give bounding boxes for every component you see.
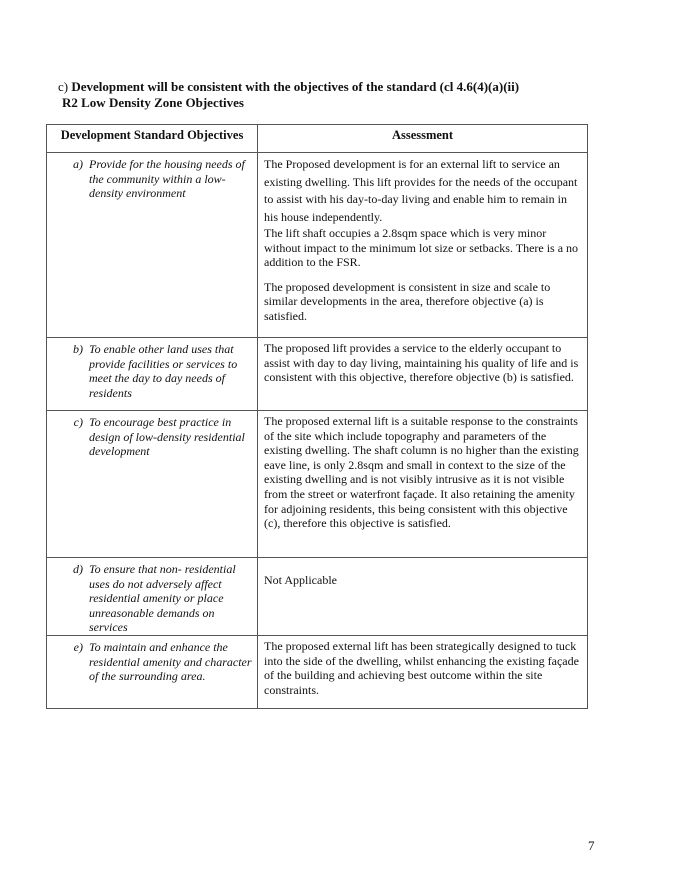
table-row bbox=[47, 635, 588, 708]
assessment-paragraph: The proposed lift provides a service to the elderly occupant to assist with day to day living, maintaining his quality of life and is consistent with this objective, therefore objective (b) is satisfied. bbox=[264, 341, 579, 385]
objective-text: To enable other land uses that provide facilities or services to meet the day to day needs of residents bbox=[89, 342, 238, 400]
objective-cell bbox=[47, 338, 258, 411]
assessment-paragraph: The proposed external lift has been strategically designed to tuck into the side of the dwelling, whilst enhancing the existing façade of the building and achieving best outcome within the site constraints. bbox=[264, 638, 579, 697]
objective-cell bbox=[47, 411, 258, 558]
header-objectives: Development Standard Objectives bbox=[47, 125, 258, 153]
objective-letter: a) bbox=[73, 157, 83, 171]
objective-letter: b) bbox=[73, 342, 83, 356]
header-assessment: Assessment bbox=[258, 125, 588, 153]
assessment-paragraph: Not Applicable bbox=[264, 573, 337, 587]
objective-cell bbox=[47, 153, 258, 338]
objective-text: To maintain and enhance the residential amenity and character of the surrounding area. bbox=[89, 639, 252, 684]
objective-text: To encourage best practice in design of low-density residential development bbox=[89, 415, 245, 459]
table-row bbox=[47, 411, 588, 558]
assessment-cell bbox=[258, 411, 588, 558]
section-heading-prefix: c) bbox=[58, 79, 72, 94]
table-row bbox=[47, 153, 588, 338]
table-row bbox=[47, 338, 588, 411]
assessment-cell bbox=[258, 635, 588, 708]
table-header-row bbox=[47, 125, 588, 153]
assessment-cell bbox=[258, 338, 588, 411]
assessment-paragraph: The Proposed development is for an external lift to service an existing dwelling. This lift provides for the needs of the occupant to assist with his day-to-day living and enable him to remain in his house independently. bbox=[264, 157, 578, 224]
assessment-paragraph: The proposed development is consistent in size and scale to similar developments in the area, therefore objective (a) is satisfied. bbox=[264, 279, 551, 323]
objective-text: To ensure that non- residential uses do not adversely affect residential amenity or place unreasonable demands on services bbox=[89, 562, 236, 635]
zone-objectives-subheading: R2 Low Density Zone Objectives bbox=[62, 95, 244, 110]
objectives-table bbox=[46, 124, 588, 709]
table-row bbox=[47, 558, 588, 636]
assessment-paragraph: The lift shaft occupies a 2.8sqm space which is very minor without impact to the minimum lot size or setbacks. There is a no addition to the FSR. bbox=[264, 226, 579, 270]
assessment-paragraph: The proposed external lift is a suitable response to the constraints of the site which include topography and parameters of the existing dwelling. The shaft column is no higher than the existing eave line, is only 2.8sqm and small in context to the size of the existing dwelling and is not visibly intrusive as it is not visible from the street or waterfront façade. It also retaining the amenity for adjoining residents, this being consistent with this objective (c), therefore this objective is satisfied. bbox=[264, 414, 579, 531]
page-number: 7 bbox=[588, 838, 595, 853]
section-heading bbox=[58, 79, 618, 94]
objective-letter: c) bbox=[73, 415, 83, 429]
assessment-cell bbox=[258, 558, 588, 636]
section-heading-text: Development will be consistent with the objectives of the standard (cl 4.6(4)(a)(ii) bbox=[71, 79, 520, 94]
objective-letter: e) bbox=[73, 639, 83, 654]
objective-text: Provide for the housing needs of the community within a low-density environment bbox=[89, 157, 245, 201]
objective-cell bbox=[47, 558, 258, 636]
objective-cell bbox=[47, 635, 258, 708]
assessment-cell bbox=[258, 153, 588, 338]
objective-letter: d) bbox=[73, 562, 83, 576]
